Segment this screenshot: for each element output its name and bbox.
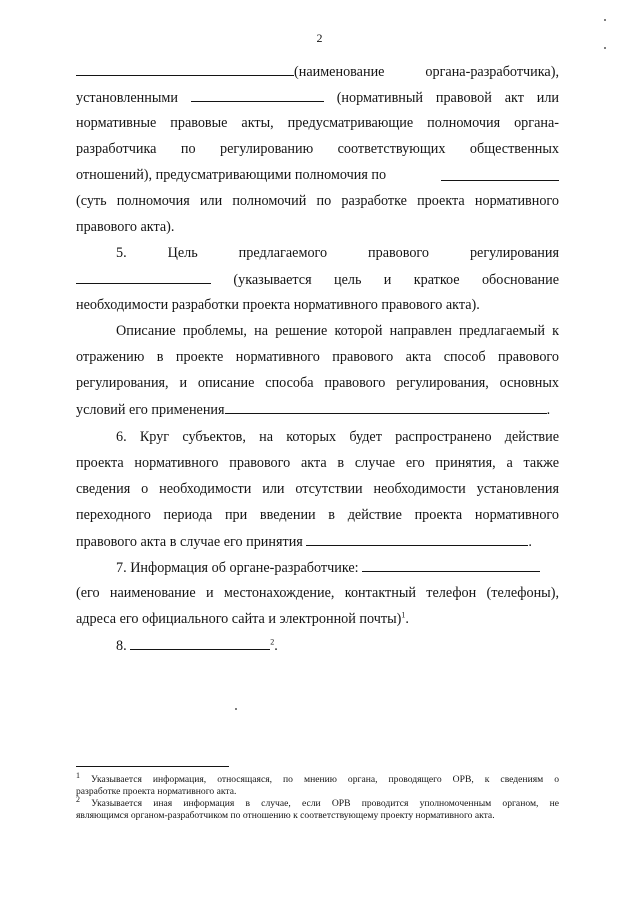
body-text: . [546,402,551,418]
scan-speck [604,47,606,49]
footnote-2-cont: являющимся органом-разработчиком по отношению к соответствующему проекту нормативного акта. [76,810,495,821]
body-line: проекта нормативного правового акта в случае его принятия, а также [76,455,559,471]
body-text: . [528,534,532,550]
blank-field [225,400,547,414]
body-line [76,88,559,107]
body-line [76,610,409,628]
blank-field [362,558,540,572]
body-text: адреса его официального сайта и электронной почты) [76,611,402,627]
section-7-heading [116,558,540,577]
body-text: . [274,638,278,654]
blank-field [441,167,559,181]
scan-speck [604,19,606,21]
footnote-1-cont: разработке проекта нормативного акта. [76,786,237,797]
body-line [76,270,559,289]
body-text: (нормативный правовой акт или [336,90,560,106]
section-5-heading [116,244,559,262]
body-text: Цель предлагаемого правового регулирования [167,245,560,261]
body-line: правового акта). [76,219,175,235]
footnote-text: Указывается информация, относящаяся, по мнению органа, проводящего ОРВ, к сведениям о [91,774,560,785]
body-line: (его наименование и местонахождение, контактный телефон (телефоны), [76,585,559,601]
body-text: отношений), предусматривающими полномочия по [76,167,387,183]
body-text: . [405,611,409,627]
body-line: нормативные правовые акты, предусматривающие полномочия органа- [76,115,559,131]
body-line: (суть полномочия или полномочий по разработке проекта нормативного [76,193,559,209]
body-text: правового акта в случае его принятия [76,534,303,550]
section-number: 8. [116,638,127,654]
footnote-ref: 1 [401,610,406,620]
body-line: сведения о необходимости или отсутствии необходимости установления [76,481,559,497]
body-line: разработчика по регулированию соответствующих общественных [76,141,559,157]
body-text: условий его применения [76,402,225,418]
body-text: установленными [76,90,178,106]
body-line: Описание проблемы, на решение которой направлен предлагаемый к [116,323,559,339]
footnote-mark: 1 [76,770,80,780]
body-text: 7. Информация об органе-разработчике: [116,560,359,576]
body-line [76,62,559,81]
blank-field [191,88,324,102]
footnote-separator [76,766,229,767]
blank-field [76,270,211,284]
blank-field [130,636,270,650]
footnote-text: Указывается иная информация в случае, если ОРВ проводится уполномоченным органом, не [91,798,559,809]
body-text: (наименование органа-разработчика), [294,64,559,80]
footnote-mark: 2 [76,794,80,804]
blank-field [76,62,294,76]
scan-speck [235,708,237,710]
body-line: переходного периода при введении в действие проекта нормативного [76,507,559,523]
body-line: отражению в проекте нормативного правового акта способ правового [76,349,559,365]
footnote-ref: 2 [270,637,275,647]
body-line [76,166,386,184]
footnote-2 [76,794,559,809]
body-line: необходимости разработки проекта нормативного правового акта). [76,297,480,313]
body-line: регулирования, и описание способа правового регулирования, основных [76,375,559,391]
body-line [76,532,532,551]
section-6-heading: 6. Круг субъектов, на которых будет распространено действие [116,429,559,445]
body-text: (указывается цель и краткое обоснование [233,272,560,288]
page-number: 2 [316,31,323,45]
footnote-1 [76,770,560,785]
body-line [76,400,550,419]
section-number: 5. [116,245,127,261]
blank-field [306,532,528,546]
section-8 [116,636,278,655]
